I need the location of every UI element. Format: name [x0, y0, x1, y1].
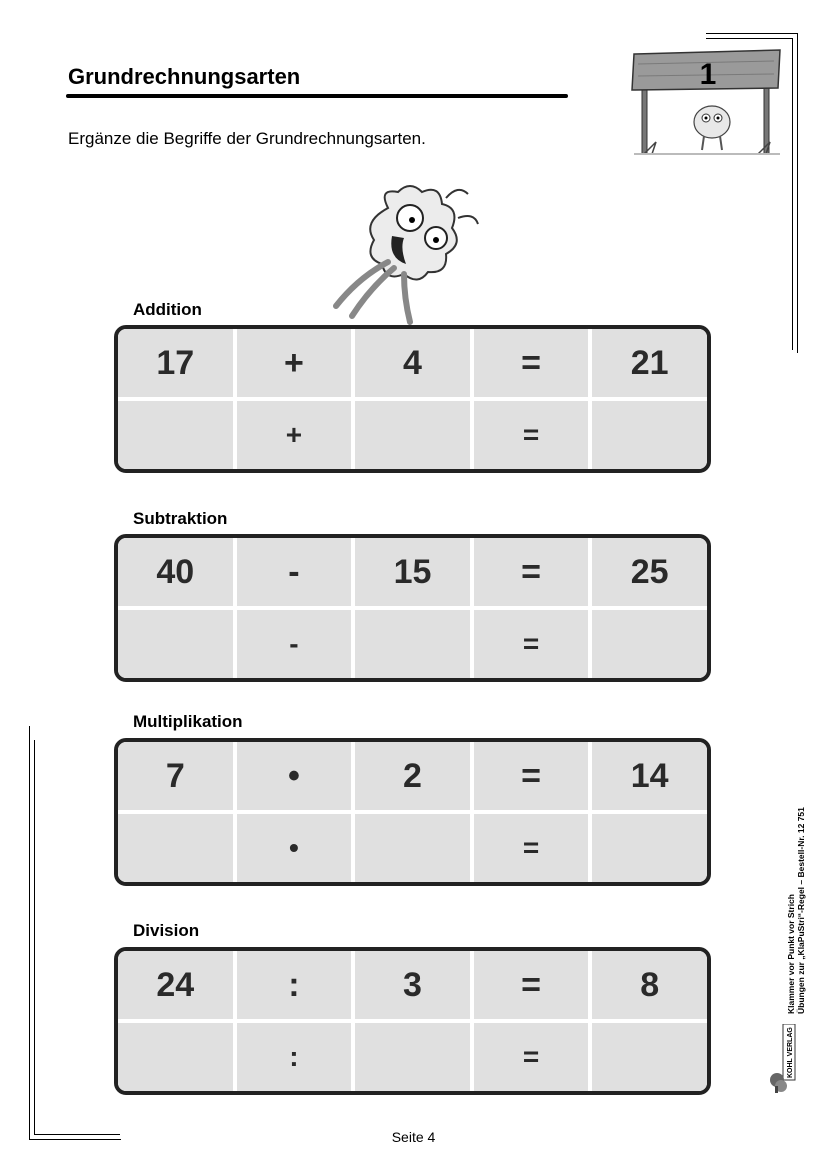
frame-line-top-right-inner [706, 38, 792, 39]
addition-answer-field-1[interactable] [118, 401, 233, 469]
multiplikation-answer-field-1[interactable] [118, 814, 233, 882]
frame-line-top-right [706, 33, 798, 34]
mascot-illustration [318, 178, 498, 328]
sign-number: 1 [699, 58, 717, 91]
addition-row1-cell1: 17 [118, 329, 233, 397]
number-sign-illustration [630, 46, 782, 158]
section-label-addition: Addition [133, 300, 202, 319]
subtraktion-row1-equals: = [474, 538, 589, 606]
side-note [786, 804, 806, 1014]
division-row1-equals: = [474, 951, 589, 1019]
frame-line-left [29, 726, 30, 1140]
subtraktion-row1-operator: - [237, 538, 352, 606]
frame-line-left-inner [34, 740, 35, 1135]
multiplikation-row1-result: 14 [592, 742, 707, 810]
subtraktion-answer-field-3[interactable] [592, 610, 707, 678]
addition-answer-field-2[interactable] [355, 401, 470, 469]
subtraktion-table [114, 534, 711, 682]
page-number: Seite 4 [391, 1129, 436, 1145]
section-label-division: Division [133, 921, 200, 940]
division-row1-result: 8 [592, 951, 707, 1019]
division-row2-equals: = [474, 1023, 589, 1091]
instruction-text: Ergänze die Begriffe der Grundrechnungsarten. [68, 129, 426, 148]
publisher-logo-text: KOHL VERLAG [787, 1027, 794, 1078]
division-row2-operator: : [237, 1023, 352, 1091]
multiplikation-row1-operator: • [237, 742, 352, 810]
title-underline [66, 94, 568, 98]
division-table [114, 947, 711, 1095]
addition-row1-operator: + [237, 329, 352, 397]
subtraktion-answer-field-1[interactable] [118, 610, 233, 678]
addition-row2-equals: = [474, 401, 589, 469]
addition-table [114, 325, 711, 473]
multiplikation-table [114, 738, 711, 886]
frame-line-right-inner [792, 38, 793, 350]
division-answer-field-3[interactable] [592, 1023, 707, 1091]
multiplikation-row1-cell1: 7 [118, 742, 233, 810]
addition-answer-field-3[interactable] [592, 401, 707, 469]
frame-line-right [797, 33, 798, 353]
publisher-logo [769, 1024, 799, 1094]
addition-row2-operator: + [237, 401, 352, 469]
division-row1-cell2: 3 [355, 951, 470, 1019]
side-note-title: Klammer vor Punkt vor Strich [786, 894, 796, 1014]
division-row1-operator: : [237, 951, 352, 1019]
section-label-multiplikation: Multiplikation [133, 712, 243, 731]
subtraktion-row1-cell2: 15 [355, 538, 470, 606]
side-note-subtitle: Übungen zur „KlaPuStri“-Regel – Bestell-Nr. 12 751 [796, 807, 806, 1014]
subtraktion-row2-equals: = [474, 610, 589, 678]
page-title: Grundrechnungsarten [68, 64, 301, 89]
addition-row1-result: 21 [592, 329, 707, 397]
subtraktion-row1-result: 25 [592, 538, 707, 606]
addition-row1-cell2: 4 [355, 329, 470, 397]
multiplikation-answer-field-2[interactable] [355, 814, 470, 882]
division-answer-field-2[interactable] [355, 1023, 470, 1091]
division-answer-field-1[interactable] [118, 1023, 233, 1091]
multiplikation-row2-operator: • [237, 814, 352, 882]
multiplikation-row1-cell2: 2 [355, 742, 470, 810]
subtraktion-row2-operator: - [237, 610, 352, 678]
section-label-subtraktion: Subtraktion [133, 509, 228, 528]
subtraktion-answer-field-2[interactable] [355, 610, 470, 678]
division-row1-cell1: 24 [118, 951, 233, 1019]
subtraktion-row1-cell1: 40 [118, 538, 233, 606]
multiplikation-row2-equals: = [474, 814, 589, 882]
multiplikation-row1-equals: = [474, 742, 589, 810]
multiplikation-answer-field-3[interactable] [592, 814, 707, 882]
addition-row1-equals: = [474, 329, 589, 397]
